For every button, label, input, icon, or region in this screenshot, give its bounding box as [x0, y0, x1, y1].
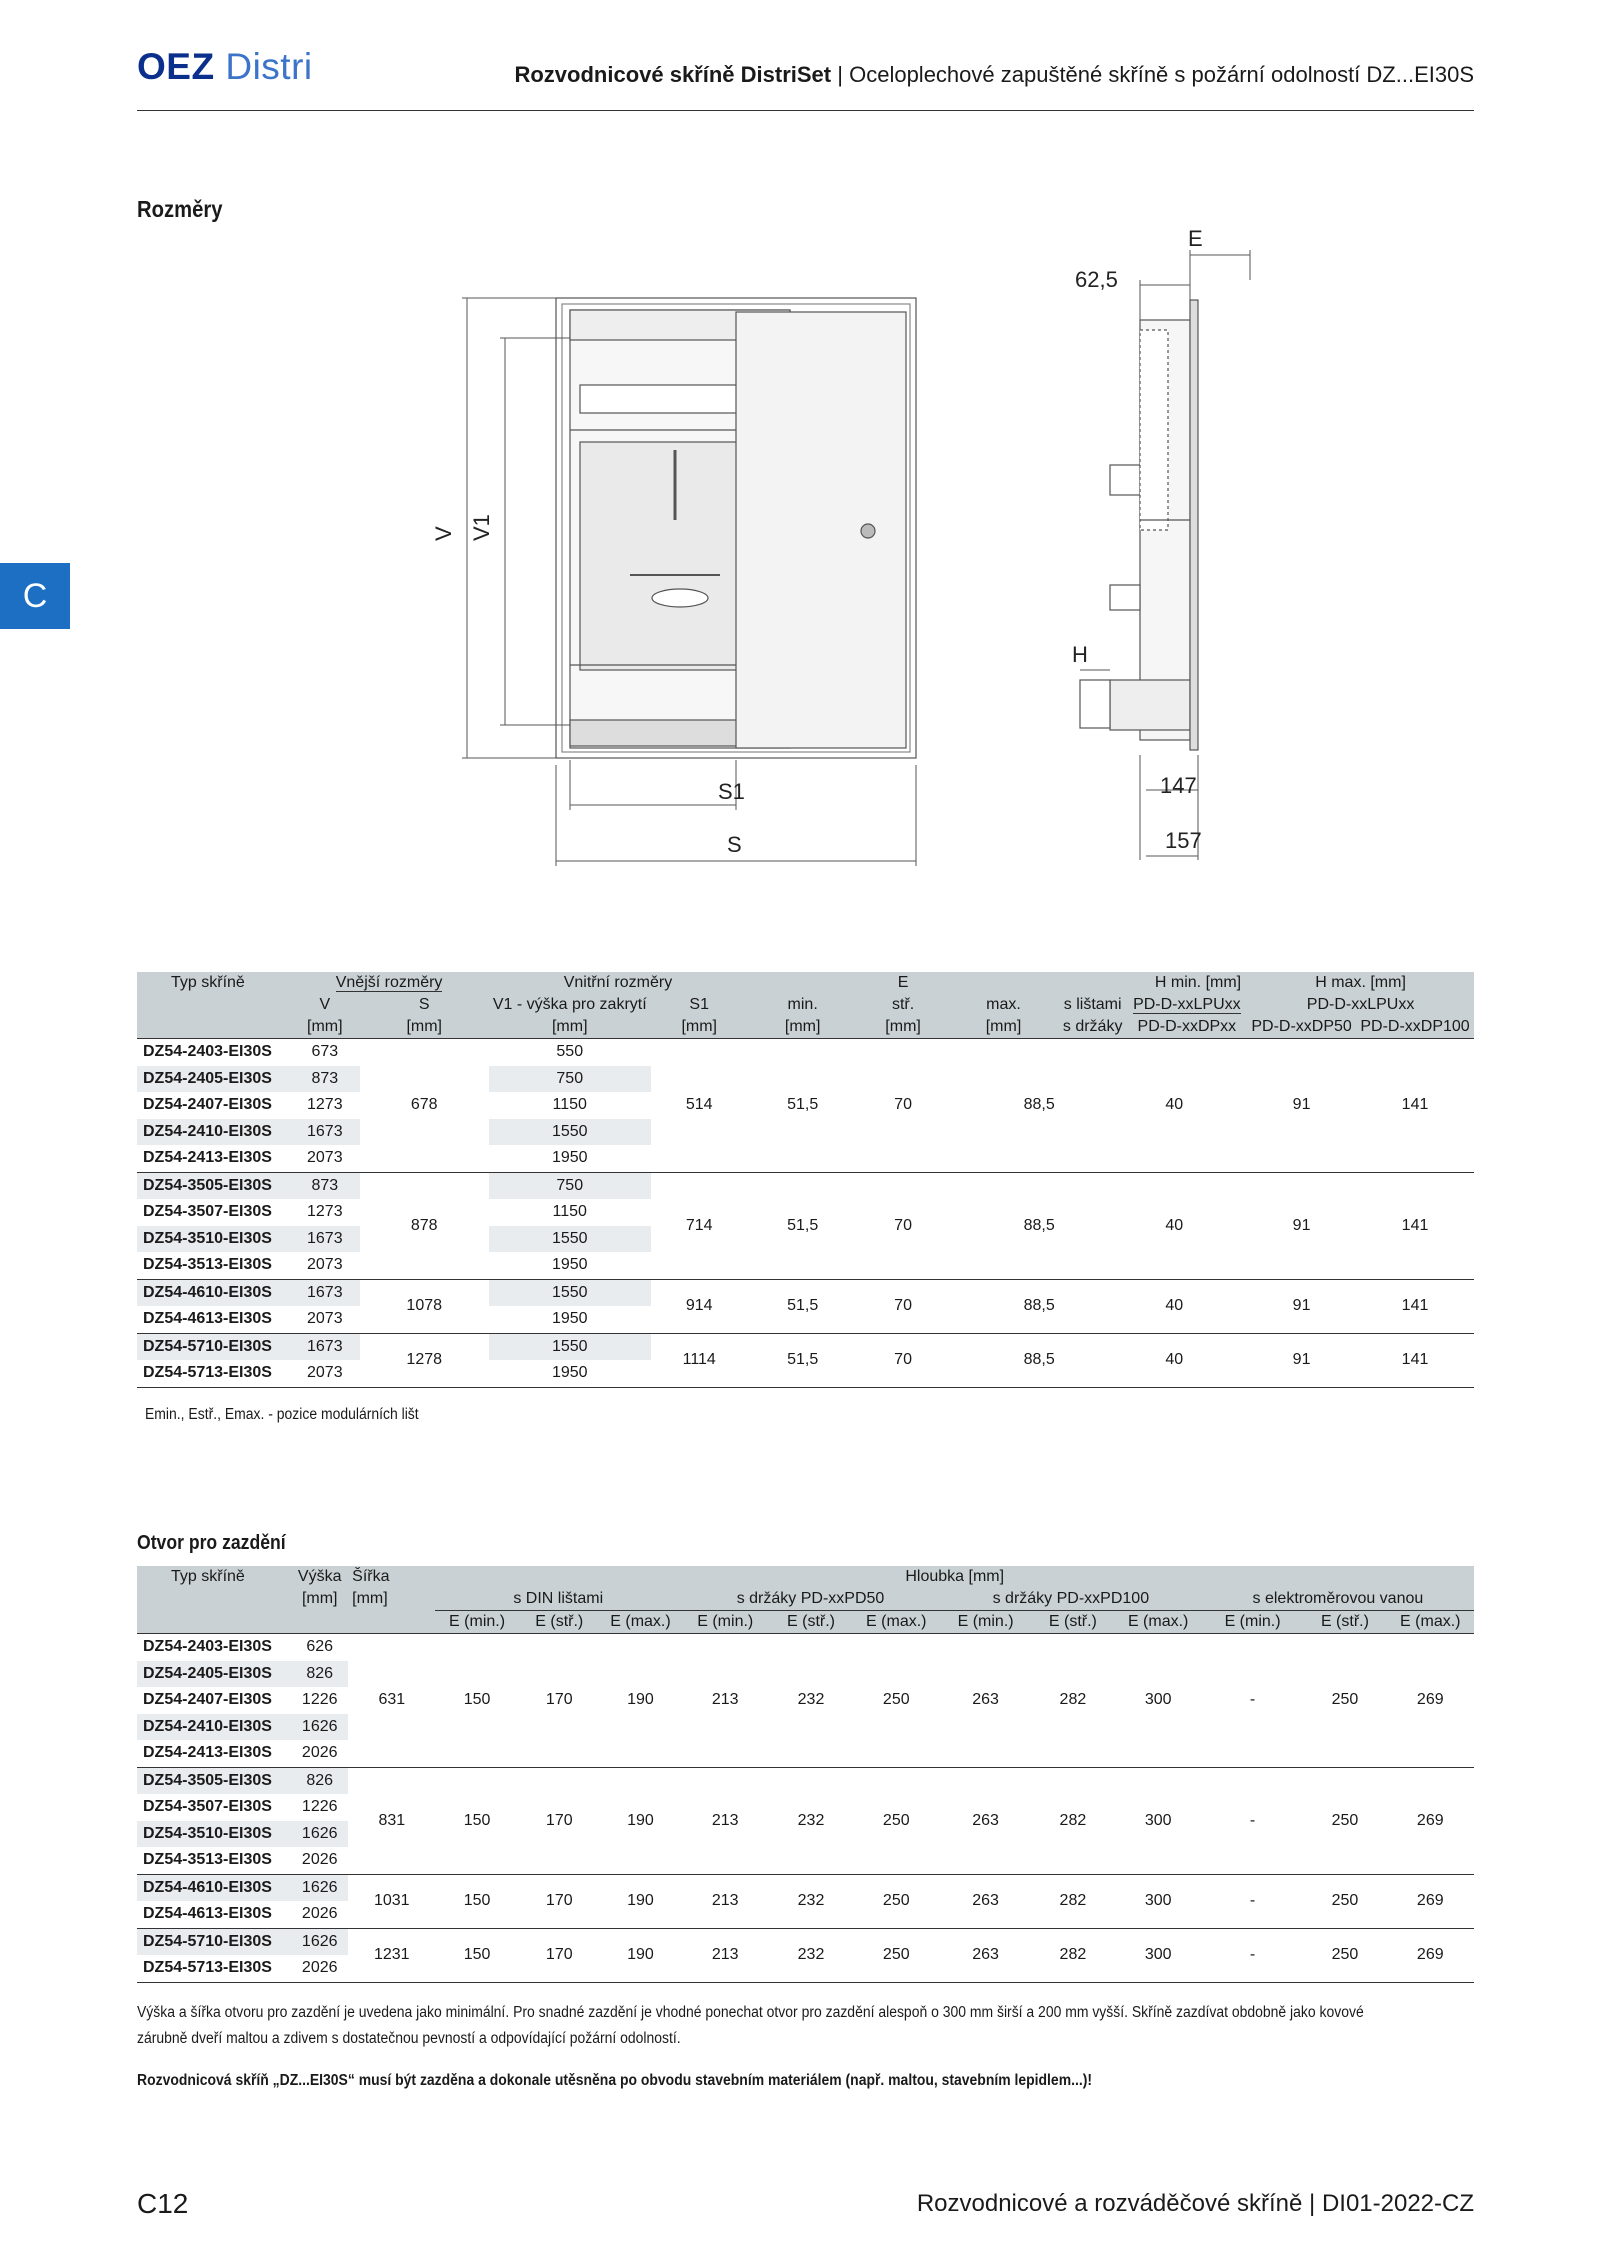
label-e-offset: 62,5: [1075, 267, 1118, 292]
opening-warning: Rozvodnicová skříň „DZ...EI30S“ musí být zazděna a dokonale utěsněna po obvodu stavebním materiálem (např. maltou, stavebním lepidlem...)!: [137, 2072, 1093, 2089]
footer-doc-title: Rozvodnicové a rozváděčové skříně: [916, 2190, 1303, 2217]
row-v: 1673: [290, 1226, 360, 1253]
row-vyska: 2026: [291, 1847, 348, 1874]
group-hmax50: 91: [1247, 1279, 1356, 1333]
group-s: 678: [360, 1039, 489, 1173]
group-depth: 300: [1115, 1874, 1202, 1928]
row-type: DZ54-3510-EI30S: [137, 1821, 291, 1848]
th-max: max.: [948, 994, 1058, 1016]
table-row: [137, 1767, 1474, 1794]
row-v: 2073: [290, 1306, 360, 1333]
group-depth: 250: [1303, 1874, 1386, 1928]
th-outer: Vnější rozměry: [290, 972, 489, 994]
row-v1: 1550: [489, 1279, 652, 1306]
group-emax: 88,5: [948, 1279, 1058, 1333]
group-hmax100: 141: [1356, 1279, 1474, 1333]
row-vyska: 2026: [291, 1955, 348, 1982]
group-hmax100: 141: [1356, 1172, 1474, 1279]
row-v: 1673: [290, 1279, 360, 1306]
label-s: S: [727, 832, 742, 857]
group-s1: 514: [651, 1039, 747, 1173]
row-type: DZ54-2407-EI30S: [143, 1691, 272, 1709]
th-v1-unit: [mm]: [489, 1016, 652, 1039]
row-vyska: 2026: [291, 1740, 348, 1767]
group-depth: 250: [853, 1767, 940, 1874]
group-depth: -: [1202, 1874, 1304, 1928]
group-depth: 263: [940, 1767, 1031, 1874]
oth-e-col: E (stř.): [519, 1611, 600, 1634]
group-hmin: 40: [1059, 1172, 1247, 1279]
group-emax: 88,5: [948, 1039, 1058, 1173]
header-separator: |: [837, 62, 843, 87]
group-hmin: 40: [1059, 1333, 1247, 1387]
row-type: DZ54-2407-EI30S: [143, 1096, 272, 1114]
row-type: DZ54-2405-EI30S: [137, 1661, 291, 1688]
oth-sirka-unit: [mm]: [348, 1588, 435, 1611]
row-type: DZ54-3513-EI30S: [137, 1847, 291, 1874]
logo-distri: Distri: [225, 46, 313, 87]
group-depth: -: [1202, 1928, 1304, 1982]
group-estr: 70: [858, 1279, 948, 1333]
row-vyska: 1626: [291, 1874, 348, 1901]
oth-vyska-unit: [mm]: [291, 1588, 348, 1611]
group-depth: 170: [519, 1634, 600, 1768]
group-s1: 714: [651, 1172, 747, 1279]
group-depth: 213: [681, 1874, 769, 1928]
group-depth: 170: [519, 1928, 600, 1982]
group-depth: 232: [769, 1928, 852, 1982]
row-type: DZ54-5713-EI30S: [137, 1955, 291, 1982]
th-dp100: PD-D-xxDP100: [1356, 1016, 1474, 1039]
row-v1: 1950: [489, 1306, 652, 1333]
row-v: 1273: [307, 1203, 343, 1221]
group-hmax50: 91: [1247, 1039, 1356, 1173]
group-depth: 190: [600, 1767, 681, 1874]
group-depth: 250: [1303, 1928, 1386, 1982]
oth-e-col: E (max.): [600, 1611, 681, 1634]
group-depth: 263: [940, 1634, 1031, 1768]
row-vyska: 1626: [291, 1821, 348, 1848]
th-max-unit: [mm]: [948, 1016, 1058, 1039]
row-type: DZ54-2410-EI30S: [137, 1714, 291, 1741]
oth-e-col: E (stř.): [1031, 1611, 1114, 1634]
group-depth: 282: [1031, 1928, 1114, 1982]
dimensions-title: Rozměry: [137, 196, 223, 222]
group-sirka: 831: [348, 1767, 435, 1874]
group-depth: 213: [681, 1767, 769, 1874]
th-hmax: H max. [mm]: [1247, 972, 1474, 994]
group-emin: 51,5: [747, 1172, 857, 1279]
dimensions-note: Emin., Estř., Emax. - pozice modulárních lišt: [145, 1406, 419, 1423]
group-depth: 150: [435, 1928, 518, 1982]
th-v-unit: [mm]: [290, 1016, 360, 1039]
row-vyska: 1626: [291, 1928, 348, 1955]
table-row: [137, 1333, 1474, 1360]
th-pd-dp: PD-D-xxDPxx: [1127, 1016, 1248, 1039]
footer-doc: [917, 2190, 1474, 2218]
group-depth: 269: [1387, 1634, 1474, 1768]
group-depth: 300: [1115, 1767, 1202, 1874]
group-sirka: 1031: [348, 1874, 435, 1928]
section-tab: C: [0, 563, 70, 629]
header-title: [514, 62, 1474, 88]
th-str: stř.: [858, 994, 948, 1016]
group-estr: 70: [858, 1039, 948, 1173]
row-v1: 750: [489, 1066, 652, 1093]
row-type: DZ54-3513-EI30S: [137, 1252, 290, 1279]
row-v: 2073: [290, 1252, 360, 1279]
th-s: S: [360, 994, 489, 1016]
oth-e-col: E (min.): [1202, 1611, 1304, 1634]
th-min: min.: [747, 994, 857, 1016]
group-s1: 914: [651, 1279, 747, 1333]
group-depth: 232: [769, 1634, 852, 1768]
group-emax: 88,5: [948, 1333, 1058, 1387]
group-hmax50: 91: [1247, 1172, 1356, 1279]
group-emax: 88,5: [948, 1172, 1058, 1279]
group-estr: 70: [858, 1172, 948, 1279]
row-type: DZ54-2410-EI30S: [137, 1119, 290, 1146]
th-pd-lpu2: PD-D-xxLPUxx: [1247, 994, 1474, 1016]
footer-doc-sep: |: [1309, 2190, 1316, 2217]
row-v: 873: [290, 1172, 360, 1199]
label-147: 147: [1160, 773, 1197, 798]
th-v1: V1 - výška pro zakrytí: [489, 994, 652, 1016]
row-v1: 750: [489, 1172, 652, 1199]
row-v: 2073: [290, 1360, 360, 1387]
group-depth: 232: [769, 1874, 852, 1928]
th-inner: Vnitřní rozměry: [489, 972, 748, 994]
row-type: DZ54-2413-EI30S: [137, 1145, 290, 1172]
th-dp50: PD-D-xxDP50: [1247, 1016, 1356, 1039]
row-type: DZ54-4610-EI30S: [137, 1874, 291, 1901]
group-depth: -: [1202, 1634, 1304, 1768]
label-v: V: [431, 526, 456, 541]
footer-doc-code: DI01-2022-CZ: [1321, 2190, 1474, 2217]
group-depth: 282: [1031, 1634, 1114, 1768]
group-depth: 213: [681, 1928, 769, 1982]
group-depth: 170: [519, 1874, 600, 1928]
group-depth: 263: [940, 1928, 1031, 1982]
row-type: DZ54-2413-EI30S: [137, 1740, 291, 1767]
group-depth: 150: [435, 1767, 518, 1874]
row-v: 1273: [307, 1096, 343, 1114]
table-row: [137, 1279, 1474, 1306]
group-depth: 190: [600, 1928, 681, 1982]
row-type: DZ54-5710-EI30S: [137, 1333, 290, 1360]
label-v1: V1: [469, 514, 494, 541]
row-type: DZ54-4613-EI30S: [137, 1306, 290, 1333]
row-v1: 1150: [552, 1096, 587, 1114]
oth-typ: Typ skříně: [137, 1566, 291, 1588]
th-e: E: [747, 972, 1058, 994]
row-v1: 1550: [489, 1226, 652, 1253]
group-depth: 282: [1031, 1767, 1114, 1874]
row-vyska: 826: [291, 1661, 348, 1688]
oth-din: s DIN lištami: [435, 1588, 681, 1611]
group-depth: 250: [1303, 1634, 1386, 1768]
group-emin: 51,5: [747, 1333, 857, 1387]
group-depth: 250: [853, 1634, 940, 1768]
group-depth: 190: [600, 1634, 681, 1768]
group-depth: 269: [1387, 1928, 1474, 1982]
opening-table: [137, 1566, 1474, 1983]
group-depth: 170: [519, 1767, 600, 1874]
group-hmax50: 91: [1247, 1333, 1356, 1387]
group-depth: 232: [769, 1767, 852, 1874]
header-title-rest: Oceloplechové zapuštěné skříně s požární odolností DZ...EI30S: [849, 62, 1474, 87]
th-s-unit: [mm]: [360, 1016, 489, 1039]
row-type: DZ54-3510-EI30S: [137, 1226, 290, 1253]
th-s1: S1: [651, 994, 747, 1016]
opening-note-2: zárubně dveří maltou a zdivem s dostatečnou pevností a odpovídající požární odolností.: [137, 2030, 681, 2047]
group-depth: 250: [853, 1874, 940, 1928]
row-type: DZ54-4610-EI30S: [137, 1279, 290, 1306]
group-s: 878: [360, 1172, 489, 1279]
page-number: C12: [137, 2188, 189, 2219]
row-type: DZ54-3505-EI30S: [137, 1767, 291, 1794]
table-row: [137, 1172, 1474, 1199]
th-pd-lpu: PD-D-xxLPUxx: [1127, 994, 1248, 1016]
group-s: 1278: [360, 1333, 489, 1387]
opening-title: Otvor pro zazdění: [137, 1532, 286, 1554]
row-v: 1673: [290, 1119, 360, 1146]
oth-pd100: s držáky PD-xxPD100: [940, 1588, 1202, 1611]
dimensions-table: [137, 972, 1474, 1388]
row-type: DZ54-2405-EI30S: [137, 1066, 290, 1093]
group-depth: 263: [940, 1874, 1031, 1928]
row-type: DZ54-5710-EI30S: [137, 1928, 291, 1955]
oth-e-col: E (min.): [435, 1611, 518, 1634]
group-sirka: 631: [348, 1634, 435, 1768]
header-title-bold: Rozvodnicové skříně DistriSet: [514, 62, 832, 87]
table-row: [137, 1039, 1474, 1066]
row-type: DZ54-3507-EI30S: [143, 1798, 272, 1816]
group-s: 1078: [360, 1279, 489, 1333]
group-sirka: 1231: [348, 1928, 435, 1982]
row-type: DZ54-3507-EI30S: [143, 1203, 272, 1221]
group-depth: 300: [1115, 1928, 1202, 1982]
row-v1: 1950: [489, 1360, 652, 1387]
row-v: 673: [311, 1043, 339, 1061]
row-vyska: 1626: [291, 1714, 348, 1741]
row-v1: 1150: [552, 1203, 587, 1221]
row-type: DZ54-4613-EI30S: [137, 1901, 291, 1928]
oth-hloubka: Hloubka [mm]: [435, 1566, 1474, 1588]
oth-e-col: E (min.): [681, 1611, 769, 1634]
group-depth: 213: [681, 1634, 769, 1768]
group-depth: 250: [853, 1928, 940, 1982]
group-depth: 300: [1115, 1634, 1202, 1768]
table-row: [137, 1928, 1474, 1955]
label-157: 157: [1165, 828, 1202, 853]
oth-e-col: E (max.): [1115, 1611, 1202, 1634]
oth-vyska: Výška: [291, 1566, 348, 1588]
th-v: V: [290, 994, 360, 1016]
oth-e-col: E (max.): [853, 1611, 940, 1634]
row-type: DZ54-3505-EI30S: [137, 1172, 290, 1199]
label-s1: S1: [718, 779, 745, 804]
row-type: DZ54-2403-EI30S: [143, 1638, 272, 1656]
label-h: H: [1072, 642, 1088, 667]
th-typ: Typ skříně: [137, 972, 290, 994]
oth-e-col: E (min.): [940, 1611, 1031, 1634]
row-v: 873: [290, 1066, 360, 1093]
row-v1: 1950: [489, 1252, 652, 1279]
row-v: 2073: [290, 1145, 360, 1172]
group-hmin: 40: [1059, 1279, 1247, 1333]
th-s1-unit: [mm]: [651, 1016, 747, 1039]
th-min-unit: [mm]: [747, 1016, 857, 1039]
row-vyska: 1226: [301, 1798, 338, 1816]
group-depth: -: [1202, 1767, 1304, 1874]
group-s1: 1114: [651, 1333, 747, 1387]
group-depth: 269: [1387, 1767, 1474, 1874]
header-divider: [137, 110, 1474, 111]
row-vyska: 1226: [301, 1691, 338, 1709]
row-type: DZ54-2403-EI30S: [143, 1043, 272, 1061]
group-depth: 150: [435, 1874, 518, 1928]
group-hmax100: 141: [1356, 1333, 1474, 1387]
group-depth: 190: [600, 1874, 681, 1928]
row-v1: 1950: [489, 1145, 652, 1172]
door-lock-icon: [861, 524, 875, 538]
th-str-unit: [mm]: [858, 1016, 948, 1039]
row-vyska: 626: [306, 1638, 334, 1656]
oez-distri-logo: [137, 46, 313, 88]
row-v1: 1550: [489, 1119, 652, 1146]
oth-e-col: E (max.): [1387, 1611, 1474, 1634]
table-row: [137, 1874, 1474, 1901]
group-depth: 150: [435, 1634, 518, 1768]
front-door: [736, 312, 906, 748]
row-vyska: 826: [291, 1767, 348, 1794]
group-emin: 51,5: [747, 1039, 857, 1173]
oth-vana: s elektroměrovou vanou: [1202, 1588, 1474, 1611]
row-v1: 550: [556, 1043, 584, 1061]
oth-pd50: s držáky PD-xxPD50: [681, 1588, 940, 1611]
group-estr: 70: [858, 1333, 948, 1387]
th-s-drzaky: s držáky: [1059, 1016, 1127, 1039]
th-s-listami: s lištami: [1059, 994, 1127, 1016]
logo-oez: OEZ: [137, 46, 215, 87]
group-hmax100: 141: [1356, 1039, 1474, 1173]
group-depth: 269: [1387, 1874, 1474, 1928]
table-row: [137, 1634, 1474, 1661]
row-v: 1673: [290, 1333, 360, 1360]
th-hmin: H min. [mm]: [1059, 972, 1247, 994]
label-e: E: [1188, 226, 1203, 251]
oth-e-col: E (stř.): [1303, 1611, 1386, 1634]
oth-sirka: Šířka: [348, 1566, 435, 1588]
row-type: DZ54-5713-EI30S: [137, 1360, 290, 1387]
dimension-drawing: [420, 220, 1260, 870]
group-hmin: 40: [1059, 1039, 1247, 1173]
oth-e-col: E (stř.): [769, 1611, 852, 1634]
row-v1: 1550: [489, 1333, 652, 1360]
row-vyska: 2026: [291, 1901, 348, 1928]
group-depth: 282: [1031, 1874, 1114, 1928]
group-depth: 250: [1303, 1767, 1386, 1874]
group-emin: 51,5: [747, 1279, 857, 1333]
opening-note-1: Výška a šířka otvoru pro zazdění je uvedena jako minimální. Pro snadné zazdění je vhodné ponechat otvor pro zazdění alespoň o 300 mm širší a 200 mm vyšší. Skříně zazdívat obdobně jako kovové: [137, 2004, 1364, 2021]
